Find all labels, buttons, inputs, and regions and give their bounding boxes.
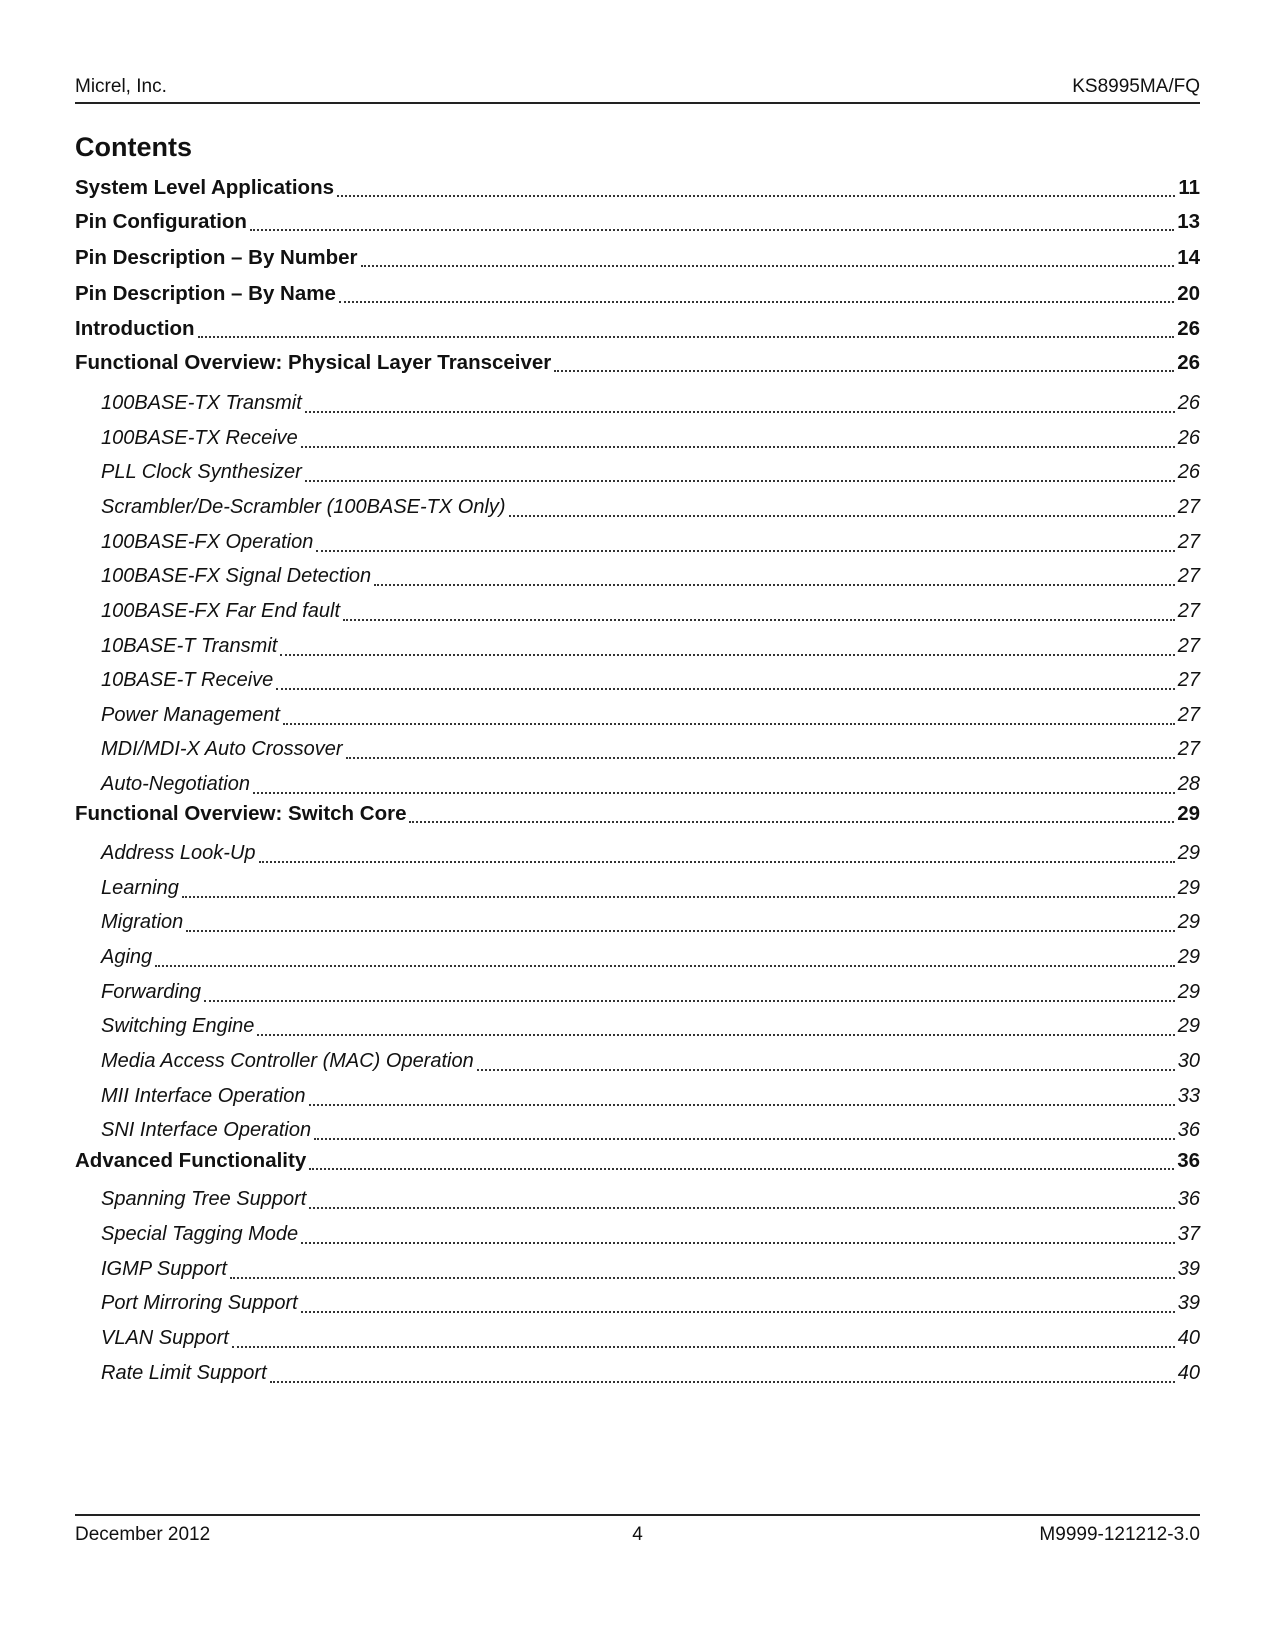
- toc-entry-page: 27: [1177, 738, 1200, 760]
- toc-entry[interactable]: [75, 635, 1200, 663]
- toc-entry[interactable]: [75, 461, 1200, 489]
- dot-leader: [259, 860, 1175, 863]
- dot-leader: [305, 479, 1175, 482]
- dot-leader: [250, 228, 1174, 231]
- toc-entry[interactable]: [75, 773, 1200, 801]
- toc-entry[interactable]: [75, 1050, 1200, 1078]
- toc-entry-page: 27: [1177, 669, 1200, 691]
- dot-leader: [301, 1310, 1175, 1313]
- footer-date: December 2012: [75, 1524, 211, 1545]
- toc-entry[interactable]: [75, 351, 1200, 379]
- toc-entry-title: Forwarding: [101, 981, 202, 1003]
- toc-entry-page: 27: [1177, 600, 1200, 622]
- toc-entry-title: Rate Limit Support: [101, 1362, 267, 1384]
- dot-leader: [346, 756, 1175, 759]
- toc-entry-page: 27: [1177, 635, 1200, 657]
- toc-entry-page: 27: [1177, 496, 1200, 518]
- toc-entry-page: 29: [1177, 842, 1200, 864]
- toc-entry[interactable]: [75, 842, 1200, 870]
- toc-entry-title: Advanced Functionality: [75, 1149, 307, 1172]
- toc-entry-page: 26: [1177, 392, 1200, 414]
- dot-leader: [554, 369, 1174, 372]
- toc-entry-title: Pin Description – By Name: [75, 282, 336, 305]
- dot-leader: [182, 895, 1175, 898]
- toc-entry-title: Learning: [101, 877, 179, 899]
- dot-leader: [280, 653, 1174, 656]
- toc-entry-title: Media Access Controller (MAC) Operation: [101, 1050, 474, 1072]
- toc-entry-title: 10BASE-T Transmit: [101, 635, 278, 657]
- dot-leader: [309, 1167, 1174, 1170]
- toc-entry-page: 26: [1177, 317, 1200, 340]
- dot-leader: [276, 687, 1174, 690]
- toc-entry-title: SNI Interface Operation: [101, 1119, 312, 1141]
- toc-entry-page: 29: [1177, 981, 1200, 1003]
- toc-entry[interactable]: [75, 1188, 1200, 1216]
- toc-entry[interactable]: [75, 1258, 1200, 1286]
- toc-entry-title: Pin Description – By Number: [75, 246, 358, 269]
- dot-leader: [309, 1206, 1174, 1209]
- toc-entry[interactable]: [75, 600, 1200, 628]
- toc-entry-title: Introduction: [75, 317, 195, 340]
- toc-entry-title: 100BASE-FX Signal Detection: [101, 565, 372, 587]
- contents-title: Contents: [75, 132, 192, 162]
- dot-leader: [270, 1380, 1175, 1383]
- dot-leader: [232, 1345, 1175, 1348]
- dot-leader: [301, 1241, 1175, 1244]
- toc-entry-page: 20: [1177, 282, 1200, 305]
- part-number: KS8995MA/FQ: [1072, 76, 1200, 97]
- toc-entry-page: 29: [1177, 946, 1200, 968]
- toc-entry-page: 40: [1177, 1327, 1200, 1349]
- toc-entry-title: Special Tagging Mode: [101, 1223, 299, 1245]
- footer-page-number: 4: [632, 1524, 643, 1545]
- toc-entry[interactable]: [75, 496, 1200, 524]
- toc-entry-title: Port Mirroring Support: [101, 1292, 298, 1314]
- toc-entry-title: 100BASE-FX Operation: [101, 531, 314, 553]
- dot-leader: [509, 514, 1175, 517]
- toc-entry[interactable]: [75, 1327, 1200, 1355]
- toc-entry-page: 36: [1177, 1149, 1200, 1172]
- toc-entry-title: MII Interface Operation: [101, 1085, 306, 1107]
- toc-entry-page: 26: [1177, 427, 1200, 449]
- toc-entry-page: 14: [1177, 246, 1200, 269]
- dot-leader: [305, 410, 1175, 413]
- dot-leader: [339, 300, 1174, 303]
- toc-entry-title: Migration: [101, 911, 184, 933]
- toc-entry-page: 37: [1177, 1223, 1200, 1245]
- toc-entry-page: 30: [1177, 1050, 1200, 1072]
- toc-entry[interactable]: [75, 1362, 1200, 1390]
- toc-entry[interactable]: [75, 1015, 1200, 1043]
- toc-entry[interactable]: [75, 877, 1200, 905]
- toc-entry-title: VLAN Support: [101, 1327, 229, 1349]
- toc-entry-page: 36: [1177, 1188, 1200, 1210]
- toc-entry-page: 29: [1177, 911, 1200, 933]
- toc-entry-page: 27: [1177, 565, 1200, 587]
- toc-entry-title: System Level Applications: [75, 176, 334, 199]
- dot-leader: [230, 1276, 1175, 1279]
- toc-entry[interactable]: [75, 427, 1200, 455]
- toc-entry-title: Switching Engine: [101, 1015, 255, 1037]
- toc-entry-page: 26: [1177, 351, 1200, 374]
- toc-entry-title: Pin Configuration: [75, 210, 247, 233]
- dot-leader: [409, 820, 1174, 823]
- toc-entry-title: 100BASE-TX Receive: [101, 427, 298, 449]
- toc-entry-title: PLL Clock Synthesizer: [101, 461, 302, 483]
- dot-leader: [253, 791, 1175, 794]
- toc-entry[interactable]: [75, 802, 1200, 830]
- dot-leader: [343, 618, 1175, 621]
- toc-entry-page: 39: [1177, 1292, 1200, 1314]
- toc-entry-page: 29: [1177, 877, 1200, 899]
- toc-entry-page: 39: [1177, 1258, 1200, 1280]
- toc-entry-page: 29: [1177, 802, 1200, 825]
- toc-entry-title: Spanning Tree Support: [101, 1188, 307, 1210]
- toc-entry[interactable]: [75, 1149, 1200, 1177]
- toc-entry[interactable]: [75, 704, 1200, 732]
- toc-entry[interactable]: [75, 669, 1200, 697]
- toc-entry-page: 36: [1177, 1119, 1200, 1141]
- dot-leader: [257, 1033, 1174, 1036]
- toc-entry-title: Auto-Negotiation: [101, 773, 250, 795]
- toc-entry[interactable]: [75, 738, 1200, 766]
- toc-entry-page: 27: [1177, 704, 1200, 726]
- toc-entry[interactable]: [75, 946, 1200, 974]
- dot-leader: [316, 549, 1174, 552]
- dot-leader: [204, 999, 1175, 1002]
- toc-entry[interactable]: [75, 282, 1200, 310]
- toc-entry[interactable]: [75, 1292, 1200, 1320]
- toc-entry-page: 28: [1177, 773, 1200, 795]
- page-header: [75, 72, 1200, 104]
- toc-entry-title: Address Look-Up: [101, 842, 256, 864]
- toc-entry[interactable]: [75, 392, 1200, 420]
- toc-entry[interactable]: [75, 1223, 1200, 1251]
- toc-entry-title: Functional Overview: Switch Core: [75, 802, 407, 825]
- page-footer: [75, 1514, 1200, 1546]
- toc-entry[interactable]: [75, 981, 1200, 1009]
- dot-leader: [374, 583, 1175, 586]
- dot-leader: [477, 1068, 1175, 1071]
- dot-leader: [361, 264, 1175, 267]
- dot-leader: [283, 722, 1175, 725]
- toc-entry[interactable]: [75, 317, 1200, 345]
- company-name: Micrel, Inc.: [75, 76, 167, 97]
- toc-entry-title: 100BASE-FX Far End fault: [101, 600, 341, 622]
- toc-entry[interactable]: [75, 565, 1200, 593]
- toc-entry-title: MDI/MDI-X Auto Crossover: [101, 738, 343, 760]
- toc-entry-title: IGMP Support: [101, 1258, 227, 1280]
- toc-entry-page: 11: [1178, 176, 1200, 199]
- dot-leader: [309, 1103, 1175, 1106]
- toc-entry-page: 27: [1177, 531, 1200, 553]
- toc-entry-title: Aging: [101, 946, 153, 968]
- toc-entry-title: 10BASE-T Receive: [101, 669, 274, 691]
- toc-entry[interactable]: [75, 531, 1200, 559]
- toc-entry-page: 13: [1177, 210, 1200, 233]
- footer-doc-number: M9999-121212-3.0: [1039, 1524, 1200, 1545]
- toc-entry-title: Functional Overview: Physical Layer Transceiver: [75, 351, 552, 374]
- toc-entry[interactable]: [75, 176, 1200, 204]
- toc-entry[interactable]: [75, 911, 1200, 939]
- toc-entry-page: 26: [1177, 461, 1200, 483]
- toc-entry[interactable]: [75, 246, 1200, 274]
- dot-leader: [301, 445, 1175, 448]
- dot-leader: [155, 964, 1175, 967]
- toc-entry-page: 33: [1177, 1085, 1200, 1107]
- dot-leader: [186, 929, 1174, 932]
- toc-entry-title: Power Management: [101, 704, 280, 726]
- toc-entry-title: Scrambler/De-Scrambler (100BASE-TX Only): [101, 496, 506, 518]
- dot-leader: [314, 1137, 1175, 1140]
- toc-entry[interactable]: [75, 1085, 1200, 1113]
- toc-entry[interactable]: [75, 1119, 1200, 1147]
- toc-entry[interactable]: [75, 210, 1200, 238]
- dot-leader: [198, 335, 1175, 338]
- dot-leader: [337, 194, 1175, 197]
- toc-entry-title: 100BASE-TX Transmit: [101, 392, 302, 414]
- toc-entry-page: 29: [1177, 1015, 1200, 1037]
- toc-entry-page: 40: [1177, 1362, 1200, 1384]
